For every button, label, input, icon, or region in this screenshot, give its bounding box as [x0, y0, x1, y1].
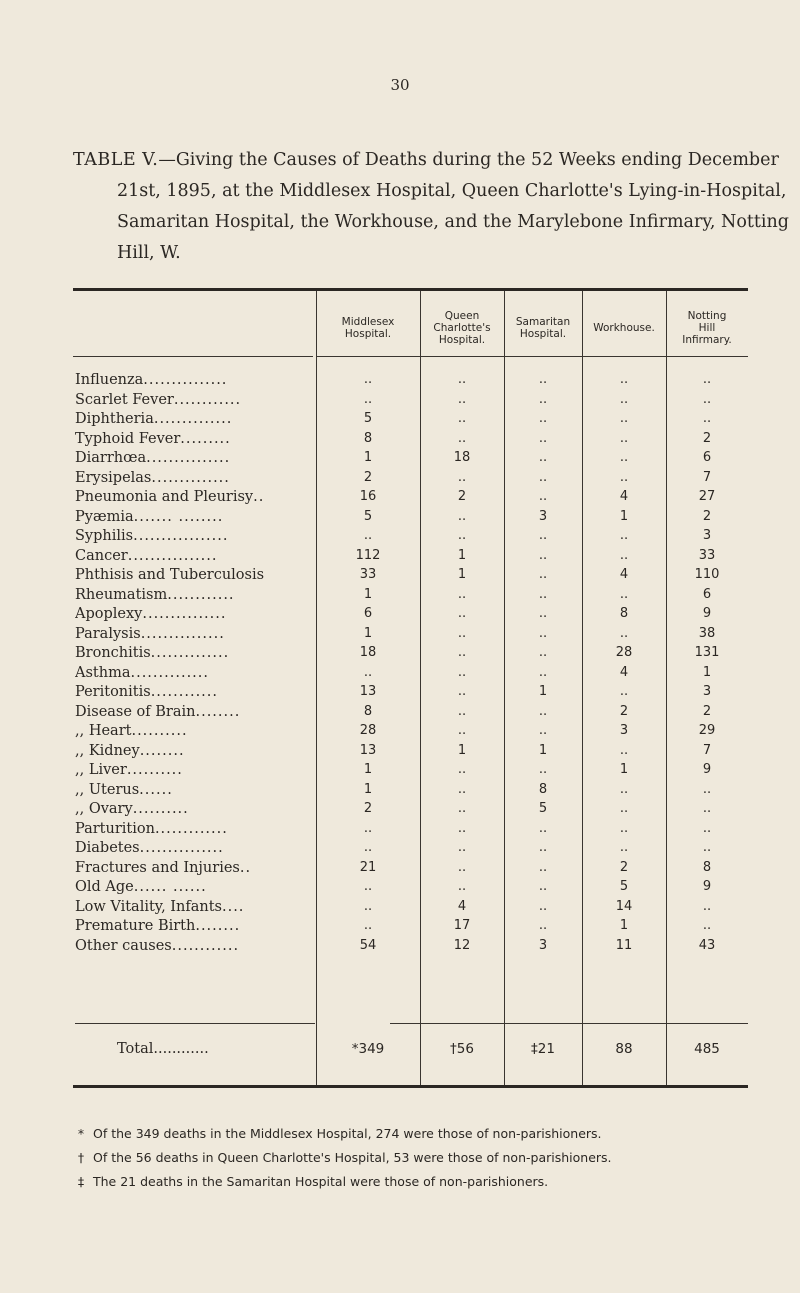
total-top-rule-cols — [390, 1023, 748, 1024]
row-value: 33 — [359, 567, 377, 582]
row-label: Low Vitality, Infants.... — [75, 898, 245, 915]
row-value: 6 — [702, 586, 712, 602]
row-value: 13 — [359, 742, 377, 758]
table-row — [0, 665, 800, 685]
row-label: Erysipelas.............. — [75, 469, 230, 486]
row-label: Peritonitis............ — [75, 684, 219, 700]
table-row — [0, 587, 800, 607]
row-label: Pyæmia....... ........ — [75, 508, 224, 525]
row-label: Cancer................ — [75, 547, 218, 564]
row-value: 2 — [619, 703, 629, 719]
row-label: Syphilis................. — [75, 528, 229, 544]
row-value: .. — [363, 840, 373, 855]
row-value: .. — [538, 918, 548, 933]
row-label: Diarrhœa............... — [75, 450, 231, 466]
table-row — [0, 392, 800, 412]
row-label: ,, Liver.......... — [75, 762, 183, 778]
table-row — [0, 860, 800, 880]
footnote: ‡ The 21 deaths in the Samaritan Hospital were those of non-parishioners. — [77, 1174, 549, 1189]
row-value: .. — [457, 411, 467, 426]
row-value: 27 — [698, 489, 716, 504]
row-value: .. — [538, 391, 548, 407]
row-value: .. — [538, 820, 548, 836]
row-value: 4 — [619, 664, 629, 680]
row-value: .. — [538, 723, 548, 738]
row-label: Scarlet Fever............ — [75, 391, 242, 408]
row-value: 1 — [457, 567, 467, 582]
table-row — [0, 470, 800, 490]
row-value: 1 — [363, 762, 373, 777]
row-value: 1 — [619, 918, 629, 933]
row-value: 17 — [453, 918, 471, 933]
table-row — [0, 548, 800, 568]
row-value: .. — [457, 625, 467, 641]
row-value: 131 — [694, 645, 720, 660]
row-value: 28 — [359, 723, 377, 738]
row-label: ,, Uterus...... — [75, 781, 173, 798]
row-value: .. — [619, 820, 629, 836]
table-row — [0, 684, 800, 704]
row-value: .. — [457, 879, 467, 894]
table-row — [0, 743, 800, 763]
table-row — [0, 489, 800, 509]
row-value: 2 — [363, 469, 373, 485]
column-header-middlesex: Middlesex Hospital. — [341, 316, 395, 340]
row-label: Asthma.............. — [75, 664, 210, 681]
row-value: .. — [619, 801, 629, 816]
row-value: 8 — [702, 859, 712, 875]
table-row — [0, 509, 800, 529]
row-value: .. — [538, 762, 548, 777]
row-value: .. — [457, 664, 467, 680]
row-value: .. — [619, 781, 629, 797]
table-row — [0, 938, 800, 958]
table-row — [0, 626, 800, 646]
table-row — [0, 899, 800, 919]
row-value: 2 — [702, 703, 712, 719]
table-top-rule — [73, 288, 748, 291]
row-label: Fractures and Injuries.. — [75, 859, 252, 876]
column-header-notting-hill: Notting Hill Infirmary. — [682, 310, 732, 346]
row-value: .. — [457, 586, 467, 602]
row-value: .. — [363, 372, 373, 387]
row-value: 54 — [359, 937, 377, 953]
total-notting-hill: 485 — [694, 1041, 720, 1057]
row-label: Rheumatism............ — [75, 586, 235, 603]
row-value: 6 — [702, 450, 712, 465]
row-label: ,, Heart.......... — [75, 723, 188, 739]
column-header-queen-charlottes: Queen Charlotte's Hospital. — [433, 310, 491, 346]
total-top-rule-left — [75, 1023, 315, 1024]
row-label: Paralysis............... — [75, 625, 225, 642]
row-value: 1 — [538, 742, 548, 758]
row-value: 3 — [538, 937, 548, 953]
row-label: Influenza............... — [75, 372, 228, 388]
row-label: Phthisis and Tuberculosis — [75, 567, 265, 583]
row-value: .. — [619, 411, 629, 426]
row-value: .. — [702, 840, 712, 855]
row-value: 2 — [702, 430, 712, 446]
row-value: .. — [702, 372, 712, 387]
row-value: .. — [702, 918, 712, 933]
row-value: 1 — [538, 684, 548, 699]
footnote: † Of the 56 deaths in Queen Charlotte's Hospital, 53 were those of non-parishioners. — [77, 1150, 612, 1165]
table-row — [0, 567, 800, 587]
table-row — [0, 411, 800, 431]
row-value: .. — [457, 684, 467, 699]
row-label: Pneumonia and Pleurisy.. — [75, 489, 265, 505]
row-value: .. — [619, 528, 629, 543]
row-value: .. — [363, 664, 373, 680]
row-value: .. — [619, 684, 629, 699]
row-value: .. — [702, 801, 712, 816]
total-queen-charlottes: †56 — [450, 1041, 474, 1057]
table-row — [0, 645, 800, 665]
total-samaritan: ‡21 — [531, 1041, 555, 1057]
row-value: .. — [619, 372, 629, 387]
row-value: .. — [457, 372, 467, 387]
row-value: .. — [538, 547, 548, 563]
row-value: .. — [538, 430, 548, 446]
row-label: Other causes............ — [75, 937, 240, 954]
row-value: .. — [702, 411, 712, 426]
footnotes — [75, 1122, 765, 1194]
table-row — [0, 801, 800, 821]
row-value: .. — [457, 508, 467, 524]
footnote: * Of the 349 deaths in the Middlesex Hospital, 274 were those of non-parishioners. — [77, 1126, 602, 1141]
row-value: .. — [457, 528, 467, 543]
row-value: .. — [538, 625, 548, 641]
row-value: .. — [702, 898, 712, 914]
row-value: 110 — [694, 567, 720, 582]
row-value: .. — [363, 820, 373, 836]
row-value: .. — [538, 840, 548, 855]
row-value: .. — [457, 606, 467, 621]
row-value: 8 — [538, 781, 548, 797]
row-value: .. — [538, 411, 548, 426]
row-value: 4 — [619, 567, 629, 582]
row-value: 6 — [363, 606, 373, 621]
row-value: .. — [538, 586, 548, 602]
row-value: .. — [538, 606, 548, 621]
row-value: 8 — [619, 606, 629, 621]
row-value: .. — [538, 645, 548, 660]
row-value: 7 — [702, 469, 712, 485]
row-value: .. — [457, 430, 467, 446]
row-value: 4 — [619, 489, 629, 504]
row-value: .. — [619, 586, 629, 602]
row-value: .. — [619, 547, 629, 563]
table-row — [0, 723, 800, 743]
row-value: .. — [538, 469, 548, 485]
row-value: .. — [538, 567, 548, 582]
row-value: .. — [619, 469, 629, 485]
table-row — [0, 918, 800, 938]
row-label: Disease of Brain........ — [75, 703, 241, 720]
row-value: 2 — [619, 859, 629, 875]
total-workhouse: 88 — [615, 1041, 633, 1057]
row-value: 9 — [702, 762, 712, 777]
row-value: 7 — [702, 742, 712, 758]
table-heading — [73, 145, 797, 269]
table-row — [0, 431, 800, 451]
row-value: 1 — [363, 586, 373, 602]
row-value: .. — [538, 898, 548, 914]
row-value: 1 — [619, 508, 629, 524]
row-value: 12 — [453, 937, 471, 953]
row-value: 4 — [457, 898, 467, 914]
row-value: .. — [619, 430, 629, 446]
table-row — [0, 879, 800, 899]
row-value: 2 — [457, 489, 467, 504]
row-value: .. — [538, 372, 548, 387]
row-value: 18 — [359, 645, 377, 660]
row-value: .. — [538, 489, 548, 504]
row-value: .. — [457, 703, 467, 719]
row-value: 3 — [702, 684, 712, 699]
row-value: .. — [457, 645, 467, 660]
table-heading-text: —Giving the Causes of Deaths during the 52 Weeks ending December 21st, 1895, at the Middlesex Hospital, Queen Charlotte's Lying-in-Hospital, Samaritan Hospital, the Workhouse, and the Marylebone Infirmary, Notting Hill, W. — [117, 150, 790, 263]
row-label: ,, Kidney........ — [75, 742, 185, 759]
row-value: .. — [619, 840, 629, 855]
row-value: 1 — [363, 450, 373, 465]
row-value: .. — [363, 391, 373, 407]
row-value: .. — [619, 742, 629, 758]
row-value: .. — [702, 391, 712, 407]
row-value: .. — [457, 820, 467, 836]
row-value: 14 — [615, 898, 633, 914]
total-middlesex: *349 — [351, 1041, 385, 1057]
page-number: 30 — [390, 76, 410, 94]
row-value: 1 — [363, 781, 373, 797]
column-header-samaritan: Samaritan Hospital. — [515, 316, 571, 340]
row-value: .. — [538, 703, 548, 719]
table-row — [0, 840, 800, 860]
row-value: 5 — [363, 508, 373, 524]
row-value: 3 — [619, 723, 629, 738]
row-value: .. — [538, 664, 548, 680]
table-body — [0, 372, 800, 957]
row-value: .. — [538, 528, 548, 543]
row-value: .. — [619, 625, 629, 641]
row-value: 8 — [363, 430, 373, 446]
row-value: 9 — [702, 606, 712, 621]
row-label: Bronchitis.............. — [75, 645, 230, 661]
row-value: .. — [702, 781, 712, 797]
row-label: ,, Ovary.......... — [75, 801, 189, 817]
row-value: .. — [363, 879, 373, 894]
row-value: 3 — [702, 528, 712, 543]
row-value: 5 — [619, 879, 629, 894]
row-value: .. — [457, 781, 467, 797]
table-row — [0, 372, 800, 392]
table-row — [0, 704, 800, 724]
row-label: Typhoid Fever......... — [75, 430, 231, 447]
row-value: 1 — [619, 762, 629, 777]
row-value: 33 — [698, 547, 716, 563]
row-value: 8 — [363, 703, 373, 719]
row-value: 2 — [363, 801, 373, 816]
row-label: Diabetes............... — [75, 840, 224, 856]
row-value: .. — [457, 469, 467, 485]
row-value: .. — [702, 820, 712, 836]
row-value: 11 — [615, 937, 633, 953]
row-value: .. — [457, 391, 467, 407]
row-value: .. — [363, 528, 373, 543]
total-label: Total............ — [117, 1041, 209, 1057]
row-value: 38 — [698, 625, 716, 641]
table-row — [0, 450, 800, 470]
row-value: 21 — [359, 859, 377, 875]
row-value: .. — [363, 898, 373, 914]
row-value: 18 — [453, 450, 471, 465]
row-value: .. — [457, 723, 467, 738]
table-row — [0, 528, 800, 548]
row-value: 16 — [359, 489, 377, 504]
header-bottom-rule — [73, 356, 313, 357]
row-value: 5 — [538, 801, 548, 816]
row-value: 43 — [698, 937, 716, 953]
row-value: .. — [538, 450, 548, 465]
row-value: 13 — [359, 684, 377, 699]
row-value: .. — [457, 801, 467, 816]
row-label: Diphtheria.............. — [75, 411, 233, 427]
row-label: Parturition............. — [75, 820, 228, 837]
row-value: 1 — [457, 742, 467, 758]
row-value: .. — [538, 879, 548, 894]
table-row — [0, 606, 800, 626]
table-bottom-rule — [73, 1085, 748, 1088]
table-row — [0, 782, 800, 802]
row-label: Premature Birth........ — [75, 918, 241, 934]
row-value: 1 — [363, 625, 373, 641]
row-value: 112 — [355, 547, 381, 563]
row-value: .. — [538, 859, 548, 875]
row-value: .. — [363, 918, 373, 933]
row-value: 1 — [457, 547, 467, 563]
row-value: 5 — [363, 411, 373, 426]
row-value: .. — [457, 859, 467, 875]
row-value: .. — [457, 840, 467, 855]
row-value: 2 — [702, 508, 712, 524]
row-label: Old Age...... ...... — [75, 879, 207, 895]
row-value: .. — [619, 391, 629, 407]
column-header-workhouse: Workhouse. — [593, 322, 655, 334]
table-heading-lead: TABLE V. — [73, 150, 159, 170]
table-row — [0, 821, 800, 841]
row-value: 9 — [702, 879, 712, 894]
row-value: .. — [457, 762, 467, 777]
row-label: Apoplexy............... — [75, 606, 227, 622]
row-value: 1 — [702, 664, 712, 680]
total-row — [0, 1041, 800, 1065]
table-row — [0, 762, 800, 782]
row-value: .. — [619, 450, 629, 465]
row-value: 29 — [698, 723, 716, 738]
row-value: 3 — [538, 508, 548, 524]
row-value: 28 — [615, 645, 633, 660]
